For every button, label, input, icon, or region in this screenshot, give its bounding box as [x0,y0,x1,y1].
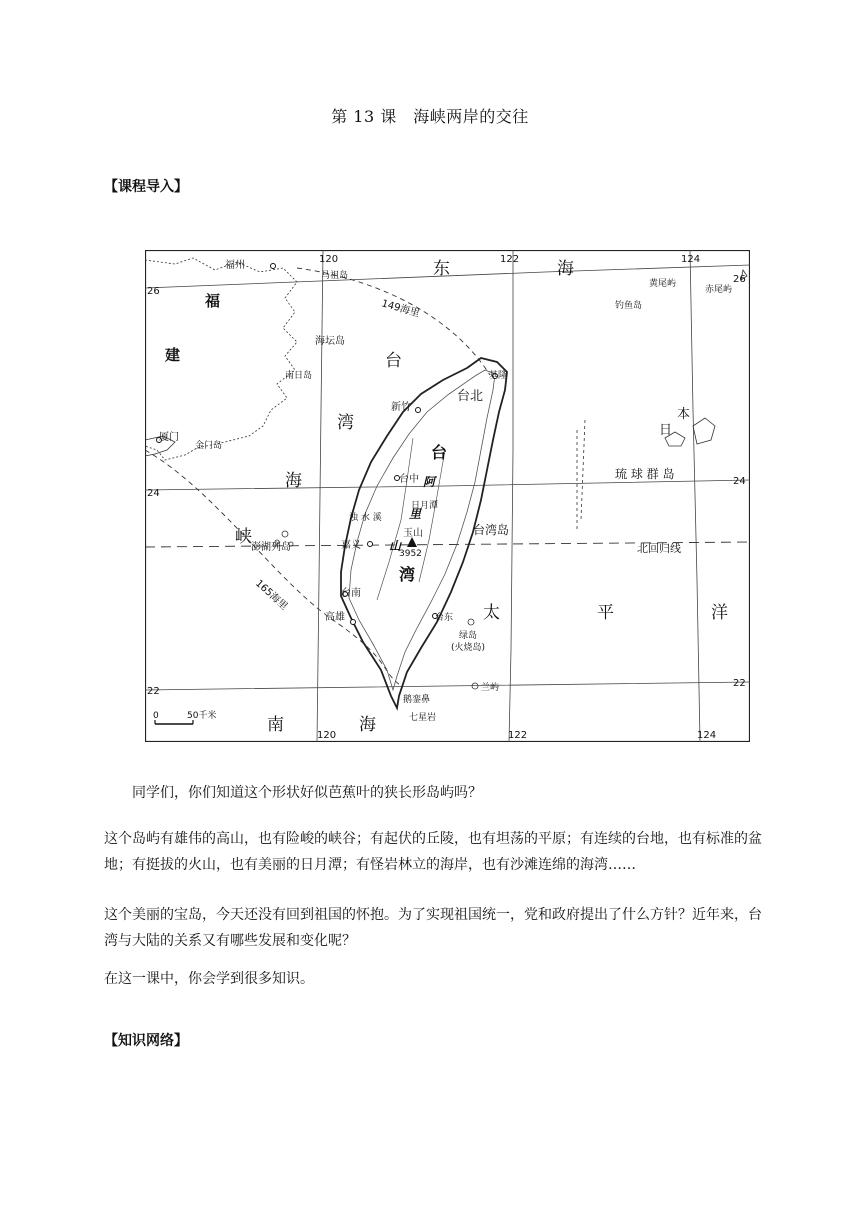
ocean-label-yang: 洋 [711,603,728,623]
place-chiwei: 赤尾屿 [705,285,733,295]
place-haitan: 海坛岛 [315,336,345,347]
place-jinmen: 金门岛 [195,441,223,451]
section-heading-intro: 【课程导入】 [104,179,188,195]
page-title: 第 13 课 海峡两岸的交往 [331,107,529,126]
map-frame [146,251,750,742]
ocean-label-ping: 平 [597,603,614,623]
lon-label-124: 124 [681,254,701,265]
place-penghu: 澎湖列岛 [251,542,291,553]
lon-label-120-bottom: 120 [317,730,337,741]
section-heading-network: 【知识网络】 [104,1033,188,1049]
place-huangwei: 黄尾屿 [649,279,677,289]
place-eluanbi: 鹅銮鼻 [403,695,431,705]
sea-label-hai-east: 海 [557,259,574,279]
place-diaoyu: 钓鱼岛 [615,301,643,311]
place-kaohsiung: 高雄 [325,612,345,623]
japan-label-ri: 日 [659,423,673,438]
lat-label-26-right: 26 [733,274,746,285]
paragraph-closing: 在这一课中，你会学到很多知识。 [104,971,314,987]
place-zhuoshui: 浊 水 溪 [349,513,382,523]
place-fuzhou: 福州 [225,260,245,271]
mountain-label-li: 里 [409,507,422,521]
place-sunmoon: 日月潭 [411,501,439,511]
japan-label-ben: 本 [677,407,691,422]
lon-label-122-bottom: 122 [508,730,528,741]
paragraph-intro: 同学们，你们知道这个形状好似芭蕉叶的狭长形岛屿吗？ [132,785,482,801]
taiwan-map [145,250,750,742]
lon-label-120: 120 [319,254,339,265]
place-lanyu: 兰屿 [481,683,500,693]
lat-label-24-right: 24 [733,476,746,487]
strait-label-xia: 峡 [235,527,252,547]
sea-label-hai-south: 海 [359,715,376,735]
lat-label-24: 24 [147,488,160,499]
strait-label-wan: 湾 [337,413,354,433]
scale-label: 50千米 [187,711,217,721]
fujian-label-jian: 建 [165,346,181,364]
paragraph-question: 这个美丽的宝岛，今天还没有回到祖国的怀抱。为了实现祖国统一，党和政府提出了什么方针？近年来，台湾与大陆的关系又有哪些发展和变化呢？ [104,907,762,949]
lat-label-22: 22 [147,686,160,697]
tropic-label: 北回归线 [637,542,681,555]
lat-label-22-right: 22 [733,678,746,689]
place-tainan: 台南 [341,588,361,599]
mountain-label-shan: 山 [389,539,402,553]
fujian-label-fu: 福 [205,292,221,310]
lon-label-122: 122 [500,254,520,265]
island-label-wan: 湾 [399,565,416,584]
distance-label-149: 149海里 [380,298,421,320]
place-yushan: 玉山 [403,528,423,539]
place-nanri: 南日岛 [285,371,313,381]
place-chiayi: 嘉义 [341,540,361,551]
place-keelung: 基隆 [489,371,508,381]
place-taiwan-island: 台湾岛 [473,523,510,537]
ocean-label-tai: 太 [483,603,500,623]
place-taitung: 台东 [435,613,454,623]
scale-zero: 0 [153,711,159,721]
place-hsinchu: 新竹 [391,402,411,413]
place-xiamen: 厦门 [159,432,179,443]
place-taipei: 台北 [457,389,484,404]
place-green-island-alt: (火烧岛) [451,643,486,653]
place-taichung: 台中 [399,474,419,485]
lon-label-124-bottom: 124 [697,730,717,741]
place-qixingyan: 七星岩 [409,713,437,723]
strait-label-tai: 台 [385,351,402,371]
place-green-island: 绿岛 [459,631,478,641]
mountain-label-a: 阿 [423,475,436,489]
place-yushan-height: 3952 [399,549,422,559]
ryukyu-label: 琉 球 群 岛 [615,467,675,481]
distance-label-165: 165海里 [252,578,290,613]
paragraph-description: 这个岛屿有雄伟的高山，也有险峻的峡谷；有起伏的丘陵，也有坦荡的平原；有连续的台地，也有标准的盆地；有挺拔的火山，也有美丽的日月潭；有怪岩林立的海岸，也有沙滩连绵的海湾…… [104,831,762,873]
strait-label-hai: 海 [285,471,302,491]
island-label-tai: 台 [431,443,448,462]
sea-label-dong: 东 [433,259,450,279]
sea-label-nan: 南 [267,715,284,735]
lat-label-26: 26 [147,286,160,297]
place-mazu: 马祖岛 [321,271,349,281]
